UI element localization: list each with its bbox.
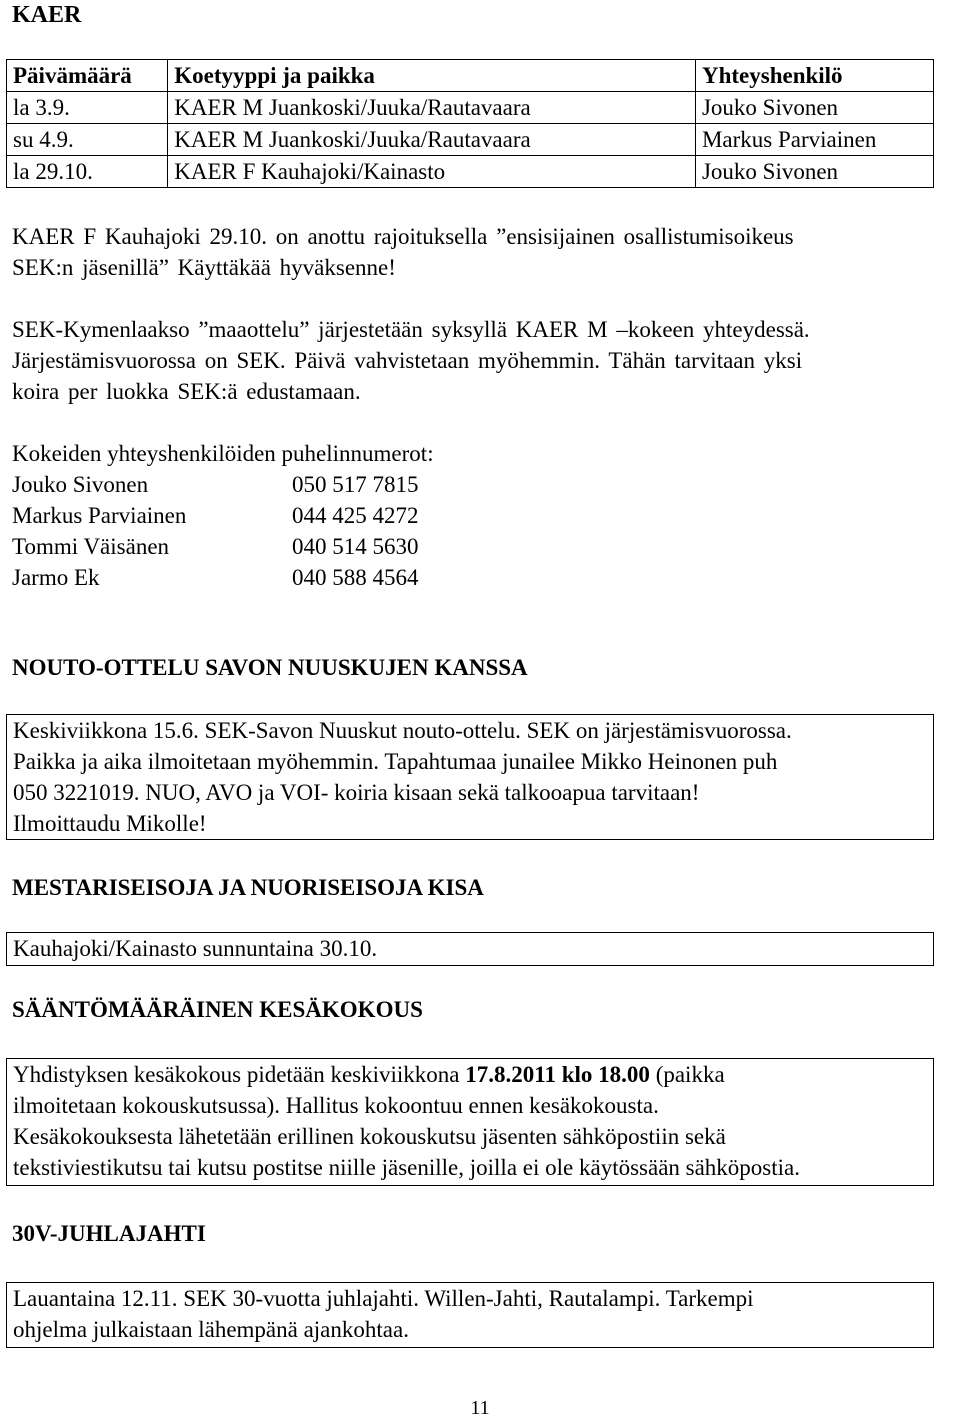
cell-date: su 4.9. (7, 124, 168, 156)
contact-name: Jouko Sivonen (12, 472, 149, 497)
cell-contact: Jouko Sivonen (695, 92, 933, 124)
contact-phone: 040 588 4564 (292, 565, 419, 590)
kesakokous-line: Kesäkokouksesta lähetetään erillinen kokouskutsu jäsenten sähköpostiin sekä (13, 1124, 726, 1149)
table-row (7, 92, 934, 124)
note-line: KAER F Kauhajoki 29.10. on anottu rajoituksella ”ensisijainen osallistumisoikeus (12, 224, 794, 249)
kesakokous-text: Yhdistyksen kesäkokous pidetään keskiviikkona (13, 1062, 466, 1087)
list-item (12, 562, 419, 593)
list-item (12, 531, 419, 562)
contact-phone: 050 517 7815 (292, 472, 419, 497)
nouto-line: Ilmoittaudu Mikolle! (13, 811, 207, 836)
cell-contact: Jouko Sivonen (695, 156, 933, 188)
nouto-line: 050 3221019. NUO, AVO ja VOI- koiria kisaan sekä talkooapua tarvitaan! (13, 780, 700, 805)
juhla-box (6, 1282, 934, 1348)
nouto-box (6, 714, 934, 840)
mestari-text: Kauhajoki/Kainasto sunnuntaina 30.10. (13, 936, 378, 961)
contacts-list (12, 469, 419, 593)
nouto-line: Paikka ja aika ilmoitetaan myöhemmin. Tapahtumaa junailee Mikko Heinonen puh (13, 749, 778, 774)
page-number: 11 (470, 1397, 490, 1419)
note-line: SEK:n jäsenillä” Käyttäkää hyväksenne! (12, 255, 396, 280)
cell-contact: Markus Parviainen (695, 124, 933, 156)
table-header-row (7, 60, 934, 92)
schedule-table (6, 59, 934, 188)
kymenlaakso-note (12, 314, 942, 407)
cell-date: la 29.10. (7, 156, 168, 188)
kesakokous-box (6, 1058, 934, 1186)
contact-name: Markus Parviainen (12, 503, 187, 528)
document-title: KAER (12, 2, 82, 28)
list-item (12, 469, 419, 500)
header-date: Päivämäärä (7, 60, 168, 92)
mestari-heading: MESTARISEISOJA JA NUORISEISOJA KISA (12, 875, 484, 900)
kesakokous-heading: SÄÄNTÖMÄÄRÄINEN KESÄKOKOUS (12, 997, 423, 1022)
cell-date: la 3.9. (7, 92, 168, 124)
kesakokous-text: (paikka (649, 1062, 725, 1087)
cell-type-place: KAER M Juankoski/Juuka/Rautavaara (168, 92, 696, 124)
nouto-heading: NOUTO-OTTELU SAVON NUUSKUJEN KANSSA (12, 655, 528, 680)
header-type-place: Koetyyppi ja paikka (168, 60, 696, 92)
kesakokous-line: ilmoitetaan kokouskutsussa). Hallitus kokoontuu ennen kesäkokousta. (13, 1093, 659, 1118)
nouto-line: Keskiviikkona 15.6. SEK-Savon Nuuskut nouto-ottelu. SEK on järjestämisvuorossa. (13, 718, 792, 743)
contacts-intro: Kokeiden yhteyshenkilöiden puhelinnumerot: (12, 441, 434, 466)
kesakokous-line: tekstiviestikutsu tai kutsu postitse niille jäsenille, joilla ei ole käytössään sähköpostia. (13, 1155, 800, 1180)
header-contact: Yhteyshenkilö (695, 60, 933, 92)
kesakokous-line (13, 1059, 927, 1090)
juhla-heading: 30V-JUHLAJAHTI (12, 1221, 206, 1246)
contact-phone: 040 514 5630 (292, 534, 419, 559)
juhla-line: Lauantaina 12.11. SEK 30-vuotta juhlajahti. Willen-Jahti, Rautalampi. Tarkempi (13, 1286, 754, 1311)
kauhajoki-note (12, 221, 942, 283)
table-row (7, 124, 934, 156)
list-item (12, 500, 419, 531)
note-line: SEK-Kymenlaakso ”maaottelu” järjestetään syksyllä KAER M –kokeen yhteydessä. (12, 317, 810, 342)
contact-name: Jarmo Ek (12, 565, 100, 590)
meeting-datetime: 17.8.2011 klo 18.00 (465, 1062, 650, 1087)
cell-type-place: KAER M Juankoski/Juuka/Rautavaara (168, 124, 696, 156)
contact-name: Tommi Väisänen (12, 534, 170, 559)
mestari-box (6, 932, 934, 966)
contact-phone: 044 425 4272 (292, 503, 419, 528)
note-line: Järjestämisvuorossa on SEK. Päivä vahvistetaan myöhemmin. Tähän tarvitaan yksi (12, 348, 803, 373)
cell-type-place: KAER F Kauhajoki/Kainasto (168, 156, 696, 188)
table-row (7, 156, 934, 188)
juhla-line: ohjelma julkaistaan lähempänä ajankohtaa. (13, 1317, 409, 1342)
note-line: koira per luokka SEK:ä edustamaan. (12, 379, 361, 404)
